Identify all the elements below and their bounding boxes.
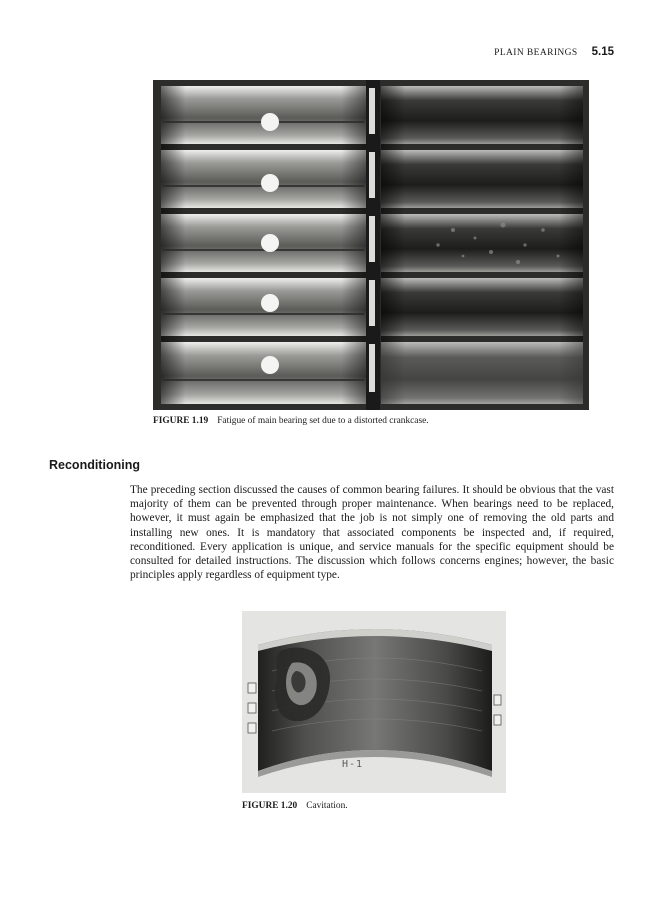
page-number: 5.15 [591, 46, 614, 58]
running-title: PLAIN BEARINGS [494, 48, 578, 58]
figure-caption-text: Cavitation. [306, 801, 348, 811]
figure-1-20-caption [242, 801, 348, 811]
figure-1-20-photo [242, 611, 506, 793]
figure-1-19-photo [153, 80, 589, 410]
figure-caption-text: Fatigue of main bearing set due to a distorted crankcase. [217, 416, 429, 426]
body-paragraph: The preceding section discussed the causes of common bearing failures. It should be obvious that the vast majority of them can be prevented through proper maintenance. When bearings need to be replaced, however, it must again be emphasized that the job is not simply one of removing the old parts and installing new ones. It is mandatory that associated components be inspected and, if required, reconditioned. Every application is unique, and service manuals for the specific equipment should be consulted for detailed instructions. The discussion which follows concerns engines; however, the basic principles apply regardless of equipment type. [130, 484, 614, 582]
section-heading: Reconditioning [49, 458, 140, 472]
running-header [494, 46, 614, 58]
figure-label: FIGURE 1.20 [242, 801, 298, 811]
figure-1-19-caption [153, 416, 429, 426]
photo-stamp-marking: H-1 [342, 759, 364, 770]
figure-label: FIGURE 1.19 [153, 416, 209, 426]
